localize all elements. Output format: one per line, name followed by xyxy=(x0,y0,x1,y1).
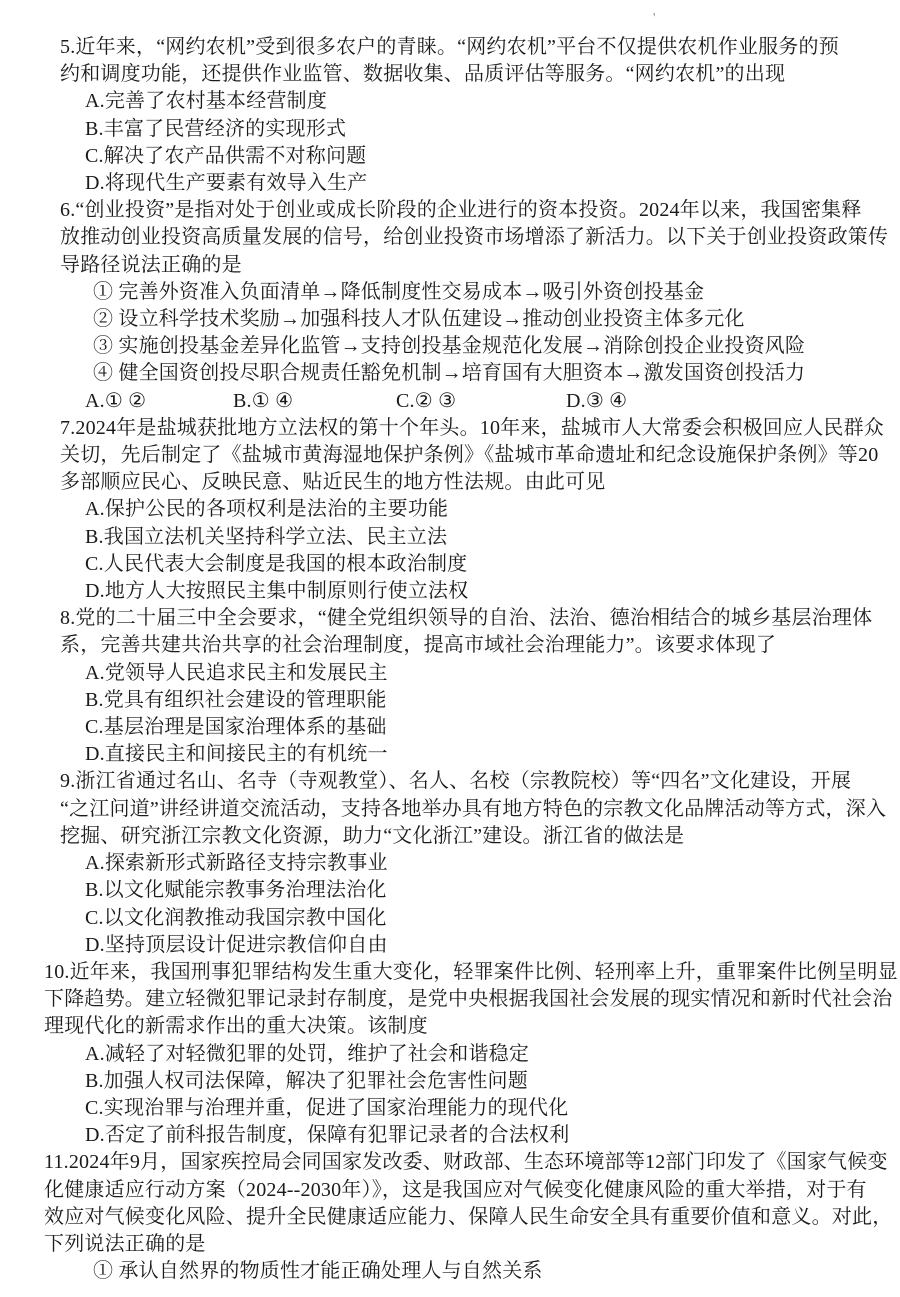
option-line: A.完善了农村基本经营制度 xyxy=(85,90,328,113)
question-stem-line: 挖掘、研究浙江宗教文化资源，助力“文化浙江”建设。浙江省的做法是 xyxy=(60,824,685,847)
question-stem-line: 多部顺应民心、反映民意、贴近民生的地方性法规。由此可见 xyxy=(60,471,606,494)
question-stem-line: 下降趋势。建立轻微犯罪记录封存制度，是党中央根据我国社会发展的现实情况和新时代社会治 xyxy=(44,988,893,1011)
question-stem-line: 理现代化的新需求作出的重大决策。该制度 xyxy=(44,1015,428,1038)
question-stem-line: 11.2024年9月，国家疾控局会同国家发改委、财政部、生态环境部等12部门印发了《国家气候变 xyxy=(44,1151,888,1174)
question-block xyxy=(0,959,900,1149)
question-stem-line: 关切，先后制定了《盐城市黄海湿地保护条例》《盐城市革命遗址和纪念设施保护条例》等20 xyxy=(60,444,879,467)
option-line: D.直接民主和间接民主的有机统一 xyxy=(85,743,388,766)
option-line: D.坚持顶层设计促进宗教信仰自由 xyxy=(85,933,388,956)
question-stem-line: 8.党的二十届三中全会要求，“健全党组织领导的自治、法治、德治相结合的城乡基层治理体 xyxy=(60,607,873,630)
question-stem-line: 导路径说法正确的是 xyxy=(60,253,242,276)
question-stem-line: 化健康适应行动方案（2024--2030年）》，这是我国应对气候变化健康风险的重大举措，对于有 xyxy=(44,1178,867,1201)
question-stem-line: 6.“创业投资”是指对处于创业或成长阶段的企业进行的资本投资。2024年以来，我国密集释 xyxy=(60,199,862,222)
scan-speck: ' xyxy=(653,11,656,26)
statement-line: ① 承认自然界的物质性才能正确处理人与自然关系 xyxy=(93,1260,543,1283)
question-block xyxy=(0,415,900,605)
question-block xyxy=(0,605,900,768)
question-block xyxy=(0,197,900,415)
question-stem-line: 9.浙江省通过名山、名寺（寺观教堂）、名人、名校（宗教院校）等“四名”文化建设，开展 xyxy=(60,770,852,793)
question-stem-line: 放推动创业投资高质量发展的信号，给创业投资市场增添了新活力。以下关于创业投资政策传 xyxy=(60,226,889,249)
question-stem-line: 7.2024年是盐城获批地方立法权的第十个年头。10年来，盐城市人大常委会积极回应人民群众 xyxy=(60,416,884,439)
option-line: A.党领导人民追求民主和发展民主 xyxy=(85,661,388,684)
question-stem-line: 5.近年来，“网约农机”受到很多农户的青睐。“网约农机”平台不仅提供农机作业服务的预 xyxy=(60,36,839,58)
answer-choice: B.① ④ xyxy=(233,389,294,412)
option-line: C.解决了农产品供需不对称问题 xyxy=(85,144,367,167)
answer-choice: D.③ ④ xyxy=(566,389,628,412)
option-line: B.我国立法机关坚持科学立法、民主立法 xyxy=(85,525,448,548)
option-line: C.基层治理是国家治理体系的基础 xyxy=(85,716,387,739)
question-stem-line: 10.近年来，我国刑事犯罪结构发生重大变化，轻罪案件比例、轻刑率上升，重罪案件比例呈明显 xyxy=(44,960,898,983)
question-block xyxy=(0,768,900,958)
option-line: B.丰富了民营经济的实现形式 xyxy=(85,117,347,140)
option-line: D.否定了前科报告制度，保障有犯罪记录者的合法权利 xyxy=(85,1124,570,1147)
option-line: C.以文化润教推动我国宗教中国化 xyxy=(85,906,387,929)
option-line: A.探索新形式新路径支持宗教事业 xyxy=(85,852,388,875)
option-line: B.加强人权司法保障，解决了犯罪社会危害性问题 xyxy=(85,1069,528,1092)
question-block xyxy=(0,34,900,197)
question-stem-line: 下列说法正确的是 xyxy=(44,1232,206,1255)
answer-choice: A.① ② xyxy=(85,389,147,412)
statement-line: ④ 健全国资创投尽职合规责任豁免机制→培育国有大胆资本→激发国资创投活力 xyxy=(93,362,806,385)
question-stem-line: 系，完善共建共治共享的社会治理制度，提高市域社会治理能力”。该要求体现了 xyxy=(60,634,777,657)
option-line: A.减轻了对轻微犯罪的处罚，维护了社会和谐稳定 xyxy=(85,1042,530,1065)
option-line: B.党具有组织社会建设的管理职能 xyxy=(85,688,387,711)
question-stem-line: “之江问道”讲经讲道交流活动，支持各地举办具有地方特色的宗教文化品牌活动等方式，深入 xyxy=(60,797,887,820)
option-line: C.实现治罪与治理并重，促进了国家治理能力的现代化 xyxy=(85,1096,569,1119)
option-line: D.地方人大按照民主集中制原则行使立法权 xyxy=(85,580,469,603)
statement-line: ① 完善外资准入负面清单→降低制度性交易成本→吸引外资创投基金 xyxy=(93,280,705,303)
question-stem-line: 约和调度功能，还提供作业监管、数据收集、品质评估等服务。“网约农机”的出现 xyxy=(60,63,786,86)
option-line: C.人民代表大会制度是我国的根本政治制度 xyxy=(85,552,468,575)
option-line: D.将现代生产要素有效导入生产 xyxy=(85,172,368,195)
answer-choices-line xyxy=(0,388,900,415)
answer-choice: C.② ③ xyxy=(396,389,457,412)
statement-line: ③ 实施创投基金差异化监管→支持创投基金规范化发展→消除创投企业投资风险 xyxy=(93,335,806,358)
statement-line: ② 设立科学技术奖励→加强科技人才队伍建设→推动创业投资主体多元化 xyxy=(93,308,745,331)
question-block xyxy=(0,1149,900,1285)
option-line: A.保护公民的各项权利是法治的主要功能 xyxy=(85,498,449,521)
questions-container xyxy=(0,34,900,1285)
option-line: B.以文化赋能宗教事务治理法治化 xyxy=(85,879,387,902)
question-stem-line: 效应对气候变化风险、提升全民健康适应能力、保障人民生命安全具有重要价值和意义。对此， xyxy=(44,1205,893,1228)
